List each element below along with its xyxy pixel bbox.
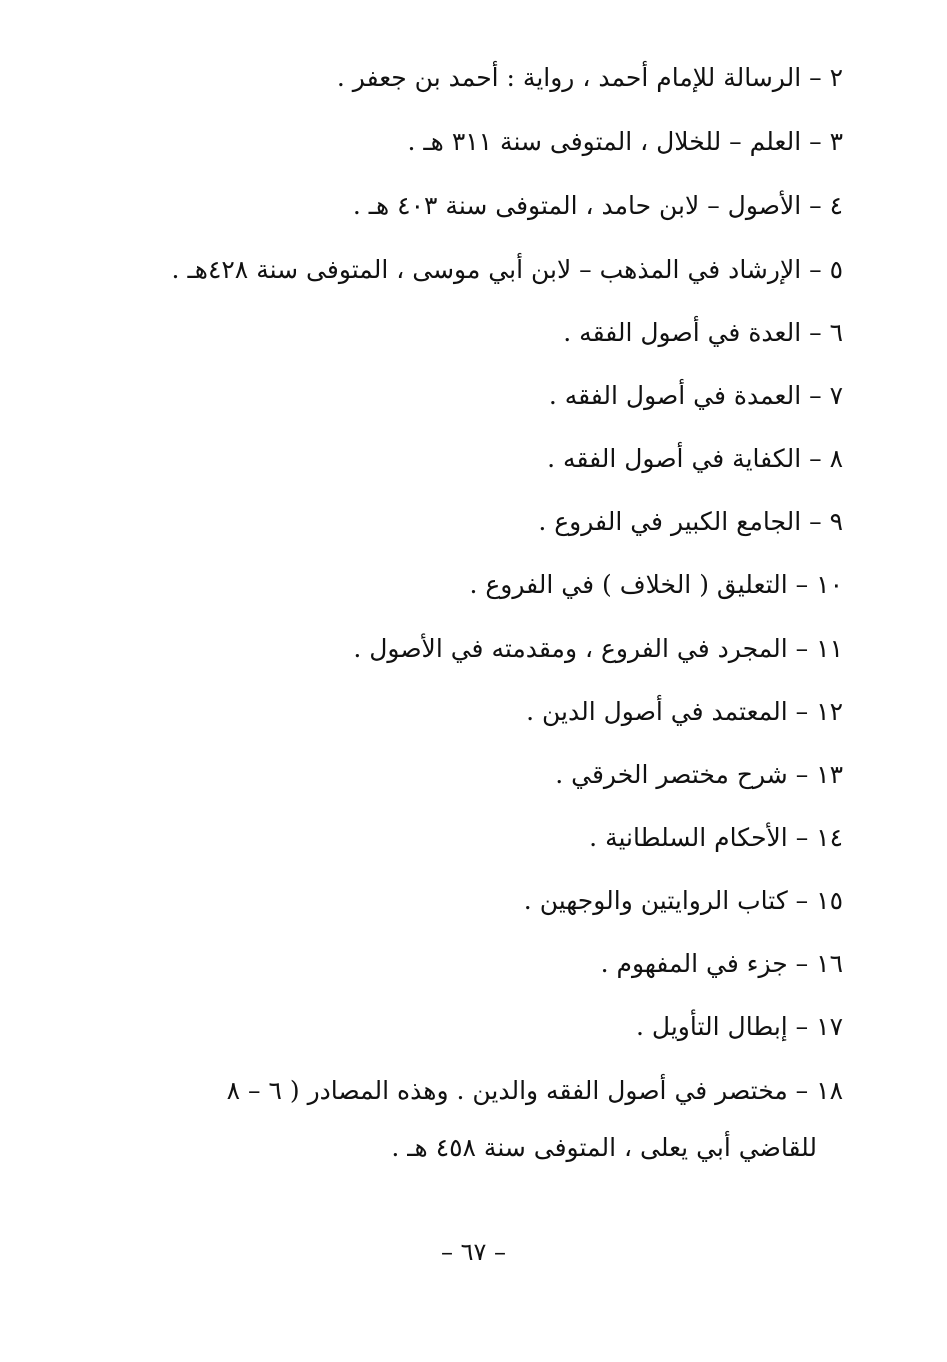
- list-item-9: ٩ – الجامع الكبير في الفروع .: [538, 507, 843, 536]
- list-item-14: ١٤ – الأحكام السلطانية .: [589, 823, 843, 852]
- list-item-18-continuation: للقاضي أبي يعلى ، المتوفى سنة ٤٥٨ هـ .: [391, 1133, 817, 1162]
- list-item-18: ١٨ – مختصر في أصول الفقه والدين . وهذه المصادر ( ٦ – ٨: [226, 1076, 843, 1105]
- list-item-13: ١٣ – شرح مختصر الخرقي .: [555, 760, 843, 789]
- list-item-4: ٤ – الأصول – لابن حامد ، المتوفى سنة ٤٠٣ هـ .: [352, 191, 843, 220]
- list-item-8: ٨ – الكفاية في أصول الفقه .: [547, 444, 843, 473]
- list-item-16: ١٦ – جزء في المفهوم .: [600, 949, 843, 978]
- list-item-6: ٦ – العدة في أصول الفقه .: [563, 318, 843, 347]
- list-item-17: ١٧ – إبطال التأويل .: [636, 1012, 843, 1041]
- list-item-5: ٥ – الإرشاد في المذهب – لابن أبي موسى ، المتوفى سنة ٤٢٨هـ .: [171, 255, 843, 284]
- list-item-7: ٧ – العمدة في أصول الفقه .: [548, 381, 843, 410]
- list-item-11: ١١ – المجرد في الفروع ، ومقدمته في الأصول .: [353, 634, 843, 663]
- list-item-3: ٣ – العلم – للخلال ، المتوفى سنة ٣١١ هـ .: [407, 127, 843, 156]
- list-item-10: ١٠ – التعليق ( الخلاف ) في الفروع .: [469, 570, 843, 599]
- list-item-15: ١٥ – كتاب الروايتين والوجهين .: [523, 886, 843, 915]
- list-item-2: ٢ – الرسالة للإمام أحمد ، رواية : أحمد بن جعفر .: [336, 63, 843, 92]
- list-item-12: ١٢ – المعتمد في أصول الدين .: [526, 697, 843, 726]
- page-number: – ٦٧ –: [440, 1238, 507, 1266]
